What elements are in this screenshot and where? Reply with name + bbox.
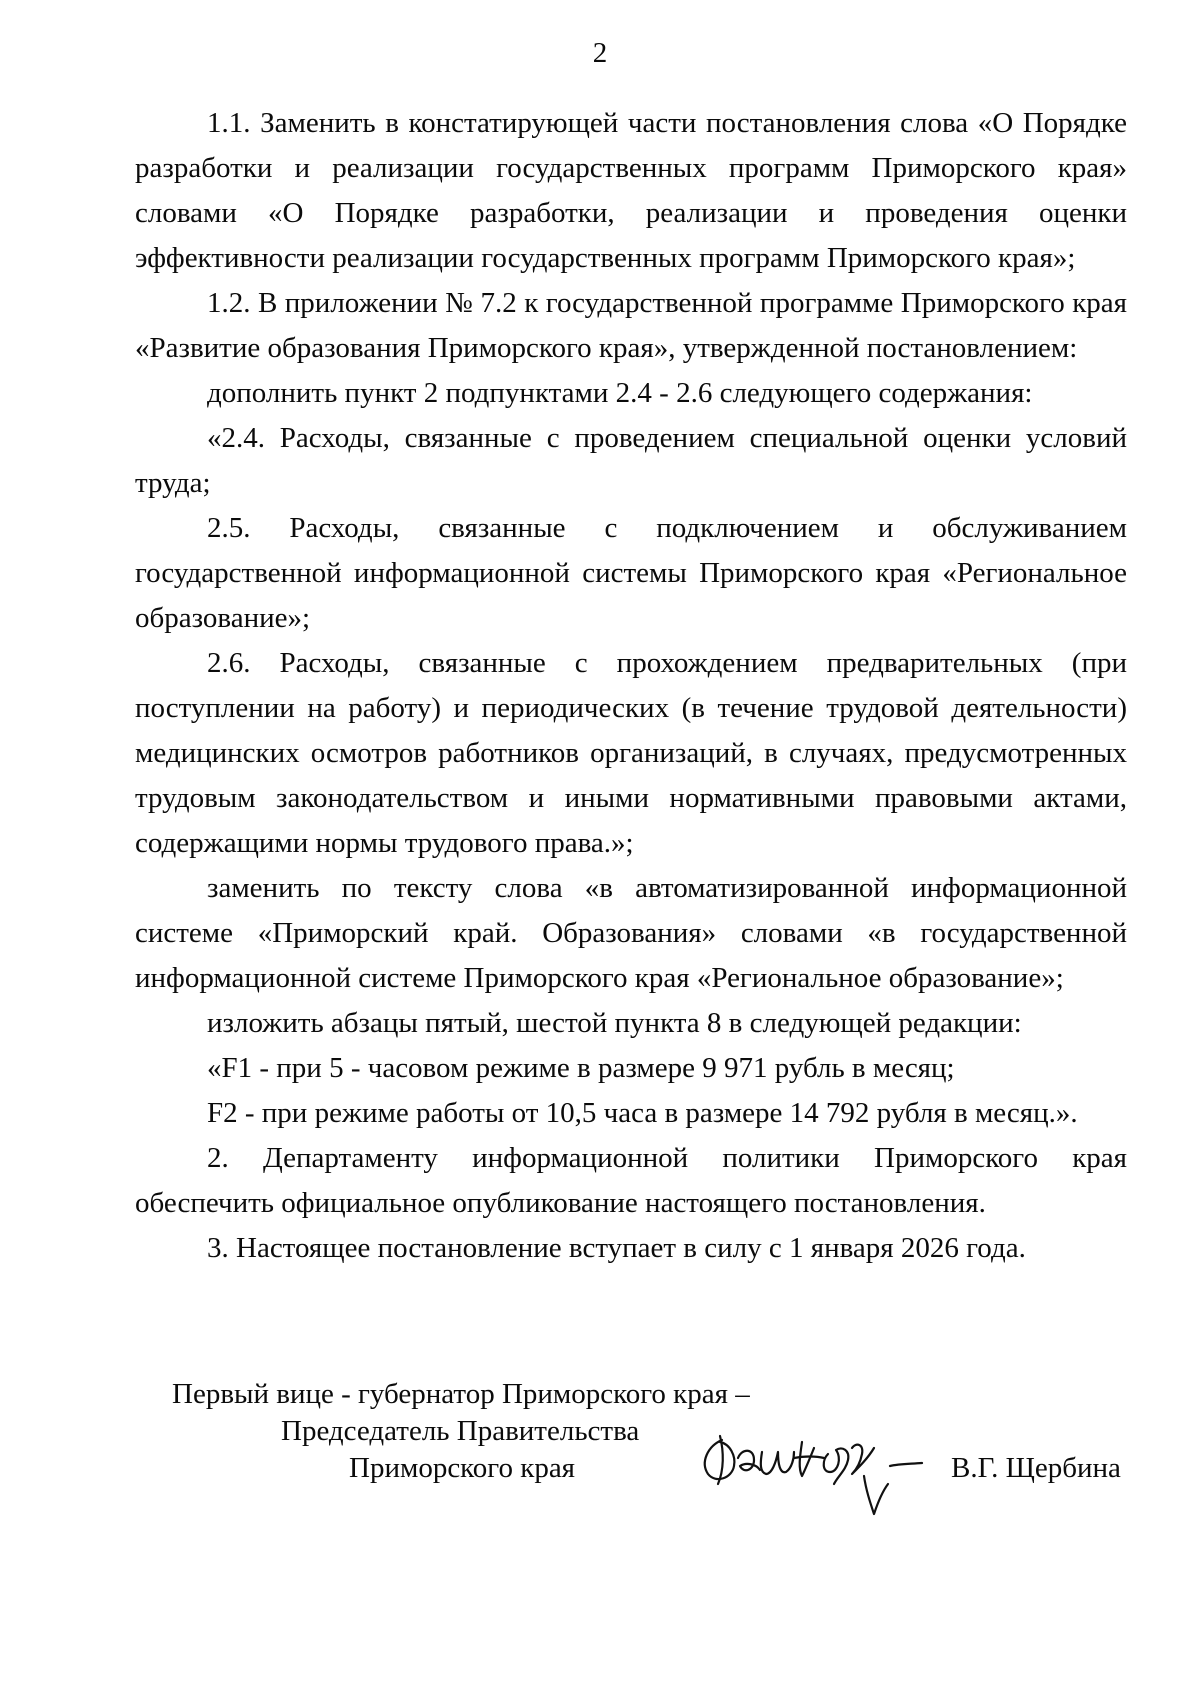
paragraph-2-5: 2.5. Расходы, связанные с подключением и обслуживанием государственной информационной системы Приморского края «Региональное образование»; <box>135 512 1127 634</box>
paragraph-supplement-intro: дополнить пункт 2 подпунктами 2.4 - 2.6 следующего содержания: <box>207 377 1033 409</box>
signatory-title <box>172 1376 750 1487</box>
paragraph-1-2: 1.2. В приложении № 7.2 к государственной программе Приморского края «Развитие образования Приморского края», утвержденной постановлением: <box>135 287 1127 364</box>
paragraph-f1: «F1 - при 5 - часовом режиме в размере 9 971 рубль в месяц; <box>207 1052 955 1084</box>
signatory-title-line-2: Председатель Правительства <box>281 1415 640 1447</box>
paragraph-2-4: «2.4. Расходы, связанные с проведением специальной оценки условий труда; <box>135 422 1127 499</box>
paragraph-restate-intro: изложить абзацы пятый, шестой пункта 8 в следующей редакции: <box>207 1007 1022 1039</box>
handwritten-signature <box>690 1418 940 1528</box>
paragraph-f2: F2 - при режиме работы от 10,5 часа в размере 14 792 рубля в месяц.». <box>207 1097 1078 1129</box>
signatory-title-line-1: Первый вице - губернатор Приморского края – <box>172 1378 750 1410</box>
paragraph-3: 3. Настоящее постановление вступает в силу с 1 января 2026 года. <box>207 1232 1026 1264</box>
paragraph-1-1: 1.1. Заменить в констатирующей части постановления слова «О Порядке разработки и реализации государственных программ Приморского края» словами «О Порядке разработки, реализации и проведения оценки эффективности реализации государственных программ Приморского края»; <box>135 107 1127 274</box>
signatory-title-line-3: Приморского края <box>349 1452 576 1484</box>
paragraph-2-6: 2.6. Расходы, связанные с прохождением предварительных (при поступлении на работу) и периодических (в течение трудовой деятельности) медицинских осмотров работников организаций, в случаях, предусмотренных трудовым законодательством и иными нормативными правовыми актами, содержащими нормы трудового права.»; <box>135 647 1127 859</box>
signatory-name: В.Г. Щербина <box>951 1452 1121 1484</box>
paragraph-2: 2. Департаменту информационной политики Приморского края обеспечить официальное опубликование настоящего постановления. <box>135 1142 1127 1219</box>
page-number: 2 <box>592 37 608 69</box>
paragraph-replace-words: заменить по тексту слова «в автоматизированной информационной системе «Приморский край. Образования» словами «в государственной информационной системе Приморского края «Региональное образование»; <box>135 872 1127 994</box>
document-body <box>135 101 1127 1271</box>
